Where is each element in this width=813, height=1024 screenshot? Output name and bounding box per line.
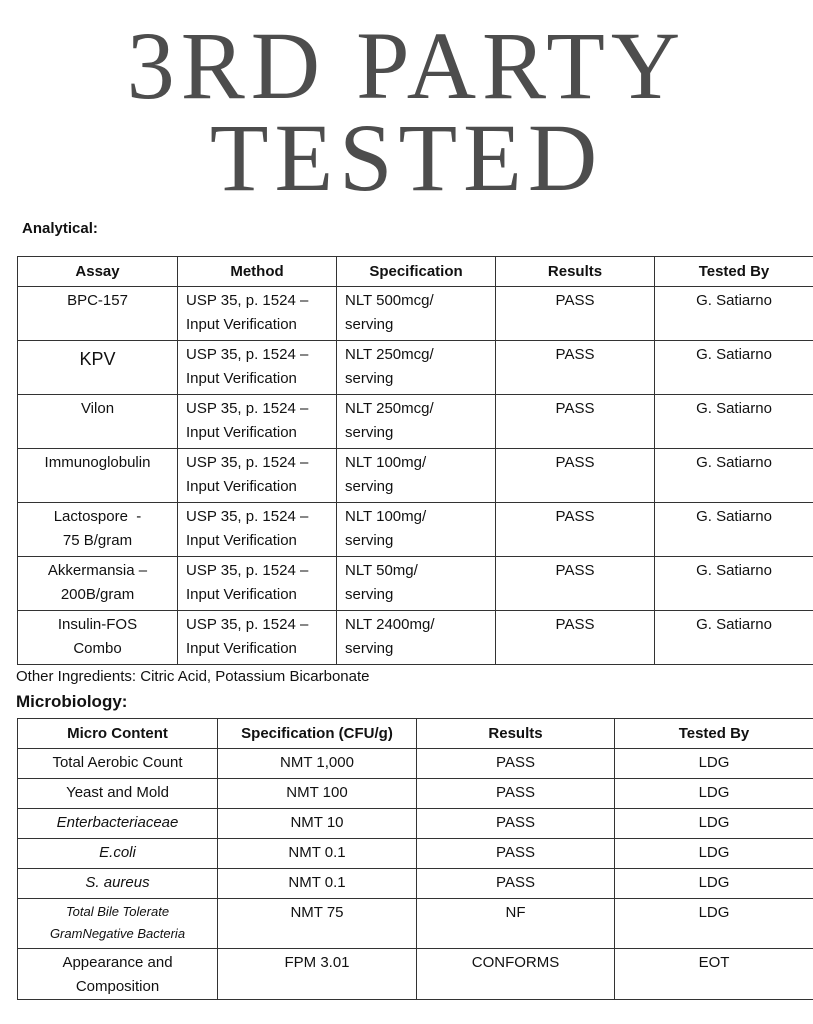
spec-line: NLT 250mcg/ <box>345 346 434 363</box>
spec-line: serving <box>345 370 394 387</box>
micro-content-cell: E.coli <box>18 839 218 869</box>
spec-cell: FPM 3.01 <box>218 949 417 1000</box>
spec-cell: NMT 0.1 <box>218 869 417 899</box>
result-cell: PASS <box>496 395 655 449</box>
table-header-row <box>18 257 813 287</box>
spec-line: serving <box>345 478 394 495</box>
header-specification: Specification <box>337 257 496 287</box>
tester-cell: G. Satiarno <box>655 611 813 665</box>
result-cell: NF <box>417 899 615 949</box>
method-line: Input Verification <box>186 640 297 657</box>
header-results: Results <box>417 719 615 749</box>
assay-name: 75 B/gram <box>62 532 133 549</box>
spec-line: serving <box>345 316 394 333</box>
table-row <box>18 839 813 869</box>
spec-line: NLT 500mcg/ <box>345 292 434 309</box>
method-line: USP 35, p. 1524 – <box>186 508 309 525</box>
result-cell: PASS <box>496 611 655 665</box>
method-cell <box>178 341 337 395</box>
result-cell: PASS <box>496 341 655 395</box>
tester-cell: LDG <box>615 779 813 809</box>
method-cell <box>178 287 337 341</box>
assay-cell <box>18 557 178 611</box>
result-cell: PASS <box>417 749 615 779</box>
method-line: USP 35, p. 1524 – <box>186 346 309 363</box>
method-line: USP 35, p. 1524 – <box>186 292 309 309</box>
tester-cell: LDG <box>615 809 813 839</box>
analytical-heading: Analytical: <box>22 220 98 237</box>
table-row <box>18 287 813 341</box>
tester-cell: G. Satiarno <box>655 557 813 611</box>
assay-name: Insulin-FOS <box>57 616 138 633</box>
result-cell: PASS <box>417 839 615 869</box>
assay-cell <box>18 449 178 503</box>
table-row <box>18 449 813 503</box>
micro-content-line: Appearance and <box>62 954 173 971</box>
method-line: USP 35, p. 1524 – <box>186 616 309 633</box>
spec-line: NLT 100mg/ <box>345 508 427 525</box>
spec-cell: NMT 75 <box>218 899 417 949</box>
spec-cell: NMT 0.1 <box>218 839 417 869</box>
hero-title-line-1: 3RD PARTY <box>126 12 687 119</box>
micro-content-line: GramNegative Bacteria <box>49 926 186 941</box>
header-results: Results <box>496 257 655 287</box>
result-cell: CONFORMS <box>417 949 615 1000</box>
assay-name: BPC-157 <box>67 292 128 309</box>
assay-name: Vilon <box>80 400 115 417</box>
spec-line: serving <box>345 640 394 657</box>
spec-cell <box>337 395 496 449</box>
method-cell <box>178 449 337 503</box>
header-specification: Specification (CFU/g) <box>218 719 417 749</box>
spec-line: NLT 250mcg/ <box>345 400 434 417</box>
result-cell: PASS <box>496 503 655 557</box>
spec-cell <box>337 557 496 611</box>
table-row <box>18 611 813 665</box>
table-row <box>18 557 813 611</box>
tester-cell: G. Satiarno <box>655 287 813 341</box>
micro-content-cell: Yeast and Mold <box>18 779 218 809</box>
method-cell <box>178 395 337 449</box>
micro-content-cell <box>18 899 218 949</box>
assay-cell <box>18 341 178 395</box>
assay-name: Akkermansia – <box>47 562 148 579</box>
spec-cell: NMT 1,000 <box>218 749 417 779</box>
assay-name: KPV <box>79 349 116 369</box>
microbiology-heading: Microbiology: <box>16 692 128 711</box>
hero-title-line-2: TESTED <box>209 104 604 211</box>
header-tested-by: Tested By <box>655 257 813 287</box>
method-line: Input Verification <box>186 370 297 387</box>
tester-cell: LDG <box>615 899 813 949</box>
spec-line: serving <box>345 586 394 603</box>
method-line: Input Verification <box>186 478 297 495</box>
assay-cell <box>18 287 178 341</box>
spec-line: NLT 50mg/ <box>345 562 418 579</box>
method-line: USP 35, p. 1524 – <box>186 400 309 417</box>
tester-cell: LDG <box>615 749 813 779</box>
method-line: Input Verification <box>186 424 297 441</box>
micro-content-cell: S. aureus <box>18 869 218 899</box>
result-cell: PASS <box>417 869 615 899</box>
spec-cell: NMT 100 <box>218 779 417 809</box>
analytical-table <box>17 256 813 665</box>
table-row <box>18 899 813 949</box>
method-line: Input Verification <box>186 586 297 603</box>
method-cell <box>178 611 337 665</box>
result-cell: PASS <box>496 557 655 611</box>
result-cell: PASS <box>496 287 655 341</box>
spec-cell <box>337 287 496 341</box>
table-row <box>18 779 813 809</box>
table-header-row <box>18 719 813 749</box>
spec-cell <box>337 341 496 395</box>
table-row <box>18 503 813 557</box>
spec-cell <box>337 503 496 557</box>
assay-name: Immunoglobulin <box>44 454 151 471</box>
table-row <box>18 949 813 1000</box>
assay-cell <box>18 503 178 557</box>
header-micro-content: Micro Content <box>18 719 218 749</box>
micro-content-cell: Total Aerobic Count <box>18 749 218 779</box>
table-row <box>18 395 813 449</box>
micro-content-line: Total Bile Tolerate <box>65 904 170 919</box>
method-cell <box>178 557 337 611</box>
method-line: USP 35, p. 1524 – <box>186 562 309 579</box>
micro-content-line: Composition <box>75 978 160 995</box>
spec-line: NLT 100mg/ <box>345 454 427 471</box>
header-method: Method <box>178 257 337 287</box>
table-row <box>18 341 813 395</box>
method-line: Input Verification <box>186 316 297 333</box>
microbiology-table <box>17 718 813 1000</box>
tester-cell: G. Satiarno <box>655 395 813 449</box>
assay-cell <box>18 611 178 665</box>
header-tested-by: Tested By <box>615 719 813 749</box>
table-row <box>18 809 813 839</box>
tester-cell: LDG <box>615 839 813 869</box>
spec-cell <box>337 449 496 503</box>
result-cell: PASS <box>496 449 655 503</box>
spec-cell <box>337 611 496 665</box>
micro-content-cell: Enterbacteriaceae <box>18 809 218 839</box>
spec-line: serving <box>345 424 394 441</box>
method-line: USP 35, p. 1524 – <box>186 454 309 471</box>
result-cell: PASS <box>417 809 615 839</box>
spec-line: serving <box>345 532 394 549</box>
micro-content-cell <box>18 949 218 1000</box>
assay-name: Lactospore - <box>53 508 142 525</box>
method-line: Input Verification <box>186 532 297 549</box>
spec-line: NLT 2400mg/ <box>345 616 435 633</box>
tester-cell: G. Satiarno <box>655 449 813 503</box>
tester-cell: LDG <box>615 869 813 899</box>
assay-name: Combo <box>73 640 122 657</box>
table-row <box>18 749 813 779</box>
tester-cell: EOT <box>615 949 813 1000</box>
assay-cell <box>18 395 178 449</box>
table-row <box>18 869 813 899</box>
other-ingredients: Other Ingredients: Citric Acid, Potassium Bicarbonate <box>16 668 370 685</box>
result-cell: PASS <box>417 779 615 809</box>
tester-cell: G. Satiarno <box>655 503 813 557</box>
spec-cell: NMT 10 <box>218 809 417 839</box>
header-assay: Assay <box>18 257 178 287</box>
method-cell <box>178 503 337 557</box>
tester-cell: G. Satiarno <box>655 341 813 395</box>
assay-name: 200B/gram <box>60 586 135 603</box>
